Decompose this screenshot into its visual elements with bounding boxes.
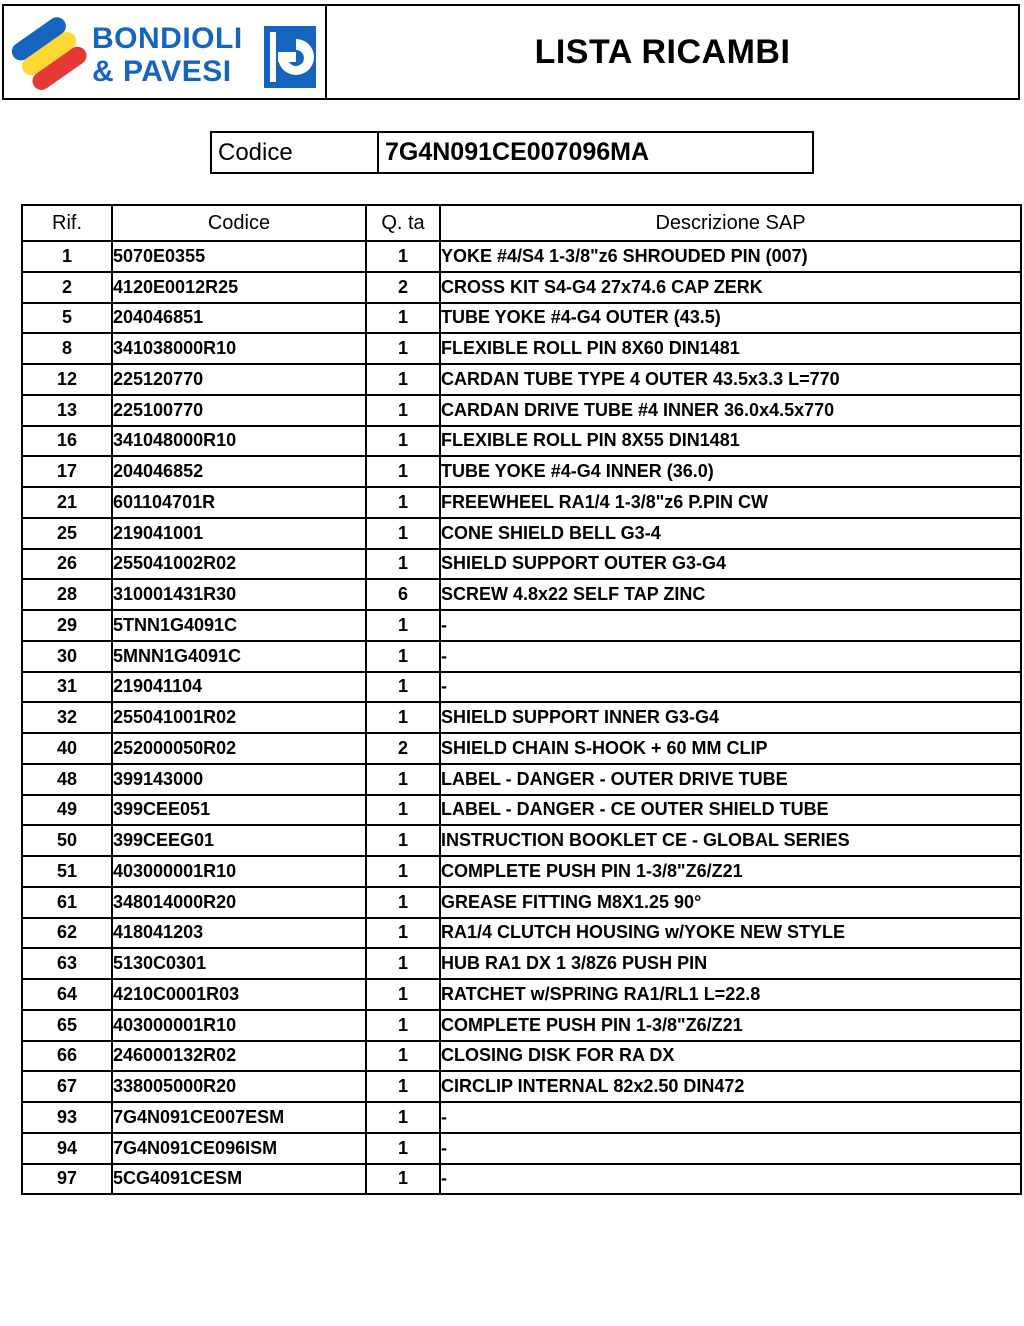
cell-qta: 1: [366, 825, 440, 856]
table-header-row: [22, 205, 1021, 241]
cell-qta: 1: [366, 426, 440, 457]
cell-codice: 204046851: [112, 303, 366, 334]
table-row: [22, 549, 1021, 580]
cell-codice: 225100770: [112, 395, 366, 426]
cell-codice: 204046852: [112, 456, 366, 487]
cell-qta: 1: [366, 1010, 440, 1041]
cell-qta: 1: [366, 303, 440, 334]
cell-rif: 28: [22, 579, 112, 610]
cell-descrizione: CIRCLIP INTERNAL 82x2.50 DIN472: [440, 1071, 1021, 1102]
cell-qta: 2: [366, 272, 440, 303]
cell-rif: 31: [22, 672, 112, 703]
cell-descrizione: -: [440, 610, 1021, 641]
code-label: Codice: [212, 133, 379, 172]
cell-descrizione: SHIELD SUPPORT OUTER G3-G4: [440, 549, 1021, 580]
cell-rif: 12: [22, 364, 112, 395]
cell-qta: 1: [366, 641, 440, 672]
table-row: [22, 395, 1021, 426]
cell-codice: 4210C0001R03: [112, 979, 366, 1010]
table-row: [22, 272, 1021, 303]
cell-codice: 219041001: [112, 518, 366, 549]
cell-qta: 1: [366, 672, 440, 703]
cell-rif: 50: [22, 825, 112, 856]
table-row: [22, 303, 1021, 334]
cell-rif: 21: [22, 487, 112, 518]
table-row: [22, 1041, 1021, 1072]
cell-codice: 4120E0012R25: [112, 272, 366, 303]
cell-codice: 255041001R02: [112, 702, 366, 733]
table-row: [22, 364, 1021, 395]
cell-codice: 341048000R10: [112, 426, 366, 457]
cell-rif: 8: [22, 333, 112, 364]
cell-codice: 399CEEG01: [112, 825, 366, 856]
cell-descrizione: CROSS KIT S4-G4 27x74.6 CAP ZERK: [440, 272, 1021, 303]
col-header-descrizione: Descrizione SAP: [440, 205, 1021, 241]
cell-qta: 1: [366, 702, 440, 733]
cell-rif: 40: [22, 733, 112, 764]
table-row: [22, 518, 1021, 549]
table-row: [22, 979, 1021, 1010]
cell-rif: 13: [22, 395, 112, 426]
table-row: [22, 1133, 1021, 1164]
cell-qta: 6: [366, 579, 440, 610]
table-row: [22, 241, 1021, 272]
cell-codice: 403000001R10: [112, 856, 366, 887]
cell-descrizione: LABEL - DANGER - OUTER DRIVE TUBE: [440, 764, 1021, 795]
col-header-rif: Rif.: [22, 205, 112, 241]
table-row: [22, 825, 1021, 856]
cell-codice: 601104701R: [112, 487, 366, 518]
title-area: [327, 6, 1018, 98]
cell-codice: 7G4N091CE096ISM: [112, 1133, 366, 1164]
col-header-qta: Q. ta: [366, 205, 440, 241]
table-row: [22, 672, 1021, 703]
cell-rif: 5: [22, 303, 112, 334]
table-row: [22, 702, 1021, 733]
cell-qta: 1: [366, 549, 440, 580]
cell-codice: 252000050R02: [112, 733, 366, 764]
cell-qta: 1: [366, 241, 440, 272]
logo-line-1: BONDIOLI: [92, 22, 243, 55]
table-row: [22, 918, 1021, 949]
cell-rif: 94: [22, 1133, 112, 1164]
logo-line-2: & PAVESI: [92, 55, 232, 88]
cell-rif: 63: [22, 948, 112, 979]
parts-table: [21, 204, 1022, 1195]
cell-qta: 2: [366, 733, 440, 764]
cell-descrizione: GREASE FITTING M8X1.25 90°: [440, 887, 1021, 918]
cell-qta: 1: [366, 887, 440, 918]
cell-codice: 246000132R02: [112, 1041, 366, 1072]
cell-qta: 1: [366, 948, 440, 979]
cell-descrizione: SHIELD SUPPORT INNER G3-G4: [440, 702, 1021, 733]
logo-mark-icon: [10, 8, 90, 98]
cell-descrizione: COMPLETE PUSH PIN 1-3/8"Z6/Z21: [440, 856, 1021, 887]
cell-rif: 16: [22, 426, 112, 457]
table-row: [22, 333, 1021, 364]
cell-descrizione: -: [440, 1164, 1021, 1195]
cell-descrizione: FLEXIBLE ROLL PIN 8X60 DIN1481: [440, 333, 1021, 364]
table-row: [22, 795, 1021, 826]
cell-codice: 5130C0301: [112, 948, 366, 979]
cell-rif: 29: [22, 610, 112, 641]
cell-qta: 1: [366, 918, 440, 949]
cell-rif: 97: [22, 1164, 112, 1195]
cell-descrizione: -: [440, 672, 1021, 703]
code-box: [210, 131, 814, 174]
cell-qta: 1: [366, 487, 440, 518]
cell-codice: 219041104: [112, 672, 366, 703]
cell-rif: 62: [22, 918, 112, 949]
cell-descrizione: CARDAN DRIVE TUBE #4 INNER 36.0x4.5x770: [440, 395, 1021, 426]
cell-descrizione: TUBE YOKE #4-G4 OUTER (43.5): [440, 303, 1021, 334]
table-row: [22, 733, 1021, 764]
cell-codice: 310001431R30: [112, 579, 366, 610]
cell-codice: 338005000R20: [112, 1071, 366, 1102]
cell-codice: 399CEE051: [112, 795, 366, 826]
cell-descrizione: RATCHET w/SPRING RA1/RL1 L=22.8: [440, 979, 1021, 1010]
cell-rif: 1: [22, 241, 112, 272]
cell-descrizione: HUB RA1 DX 1 3/8Z6 PUSH PIN: [440, 948, 1021, 979]
cell-descrizione: -: [440, 1133, 1021, 1164]
cell-codice: 418041203: [112, 918, 366, 949]
cell-descrizione: TUBE YOKE #4-G4 INNER (36.0): [440, 456, 1021, 487]
page-title: LISTA RICAMBI: [534, 32, 791, 71]
cell-codice: 5TNN1G4091C: [112, 610, 366, 641]
cell-rif: 61: [22, 887, 112, 918]
table-row: [22, 887, 1021, 918]
page-header: [2, 4, 1020, 100]
cell-descrizione: SHIELD CHAIN S-HOOK + 60 MM CLIP: [440, 733, 1021, 764]
logo-text: [92, 22, 243, 88]
cell-descrizione: COMPLETE PUSH PIN 1-3/8"Z6/Z21: [440, 1010, 1021, 1041]
cell-qta: 1: [366, 1071, 440, 1102]
cell-rif: 26: [22, 549, 112, 580]
table-row: [22, 1164, 1021, 1195]
table-row: [22, 1102, 1021, 1133]
cell-descrizione: FREEWHEEL RA1/4 1-3/8"z6 P.PIN CW: [440, 487, 1021, 518]
cell-codice: 5070E0355: [112, 241, 366, 272]
cell-qta: 1: [366, 395, 440, 426]
cell-rif: 32: [22, 702, 112, 733]
cell-qta: 1: [366, 795, 440, 826]
table-row: [22, 948, 1021, 979]
cell-codice: 5MNN1G4091C: [112, 641, 366, 672]
cell-codice: 399143000: [112, 764, 366, 795]
cell-rif: 65: [22, 1010, 112, 1041]
cell-qta: 1: [366, 1164, 440, 1195]
table-row: [22, 426, 1021, 457]
cell-codice: 348014000R20: [112, 887, 366, 918]
cell-rif: 2: [22, 272, 112, 303]
cell-rif: 25: [22, 518, 112, 549]
cell-qta: 1: [366, 1133, 440, 1164]
cell-rif: 67: [22, 1071, 112, 1102]
cell-rif: 48: [22, 764, 112, 795]
cell-codice: 403000001R10: [112, 1010, 366, 1041]
cell-descrizione: LABEL - DANGER - CE OUTER SHIELD TUBE: [440, 795, 1021, 826]
cell-descrizione: CLOSING DISK FOR RA DX: [440, 1041, 1021, 1072]
cell-qta: 1: [366, 979, 440, 1010]
cell-descrizione: -: [440, 641, 1021, 672]
cell-rif: 93: [22, 1102, 112, 1133]
cell-descrizione: SCREW 4.8x22 SELF TAP ZINC: [440, 579, 1021, 610]
code-value: 7G4N091CE007096MA: [385, 138, 650, 166]
cell-qta: 1: [366, 1102, 440, 1133]
cell-descrizione: RA1/4 CLUTCH HOUSING w/YOKE NEW STYLE: [440, 918, 1021, 949]
cell-rif: 66: [22, 1041, 112, 1072]
cell-rif: 30: [22, 641, 112, 672]
cell-descrizione: YOKE #4/S4 1-3/8"z6 SHROUDED PIN (007): [440, 241, 1021, 272]
cell-descrizione: -: [440, 1102, 1021, 1133]
table-row: [22, 610, 1021, 641]
cell-rif: 49: [22, 795, 112, 826]
cell-rif: 17: [22, 456, 112, 487]
table-row: [22, 1010, 1021, 1041]
table-row: [22, 641, 1021, 672]
cell-codice: 255041002R02: [112, 549, 366, 580]
table-row: [22, 487, 1021, 518]
cell-rif: 64: [22, 979, 112, 1010]
cell-descrizione: CARDAN TUBE TYPE 4 OUTER 43.5x3.3 L=770: [440, 364, 1021, 395]
cell-qta: 1: [366, 1041, 440, 1072]
logo: [4, 6, 327, 98]
cell-descrizione: CONE SHIELD BELL G3-4: [440, 518, 1021, 549]
cell-qta: 1: [366, 364, 440, 395]
cell-qta: 1: [366, 518, 440, 549]
col-header-codice: Codice: [112, 205, 366, 241]
cell-codice: 7G4N091CE007ESM: [112, 1102, 366, 1133]
cell-rif: 51: [22, 856, 112, 887]
table-row: [22, 1071, 1021, 1102]
cell-qta: 1: [366, 856, 440, 887]
cell-qta: 1: [366, 764, 440, 795]
cell-codice: 225120770: [112, 364, 366, 395]
cell-qta: 1: [366, 610, 440, 641]
cell-descrizione: FLEXIBLE ROLL PIN 8X55 DIN1481: [440, 426, 1021, 457]
cell-codice: 5CG4091CESM: [112, 1164, 366, 1195]
logo-symbol-icon: [264, 26, 316, 88]
table-row: [22, 579, 1021, 610]
table-row: [22, 456, 1021, 487]
cell-descrizione: INSTRUCTION BOOKLET CE - GLOBAL SERIES: [440, 825, 1021, 856]
table-row: [22, 856, 1021, 887]
table-row: [22, 764, 1021, 795]
cell-qta: 1: [366, 456, 440, 487]
cell-qta: 1: [366, 333, 440, 364]
cell-codice: 341038000R10: [112, 333, 366, 364]
